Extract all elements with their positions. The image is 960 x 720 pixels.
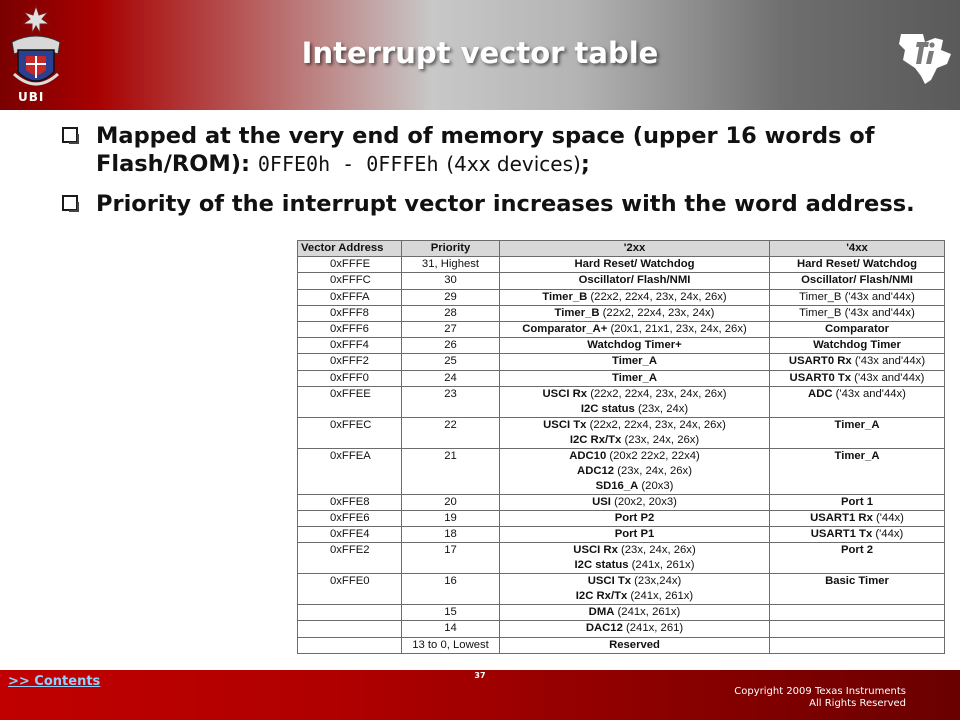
copyright-line-2: All Rights Reserved [809, 698, 906, 709]
bullet-1-address-range: 0FFE0h - 0FFFEh [257, 152, 439, 176]
cell-source-bold: ADC10 [569, 449, 607, 462]
cell-source-bold: Comparator [824, 322, 890, 335]
cell-source-note: (22x2, 22x4, 23x, 24x) [599, 306, 715, 319]
source-4xx-cell [770, 289, 945, 305]
source-4xx-cell [770, 605, 945, 621]
cell-source-bold: USART0 Tx [789, 371, 852, 384]
cell-line [773, 322, 941, 337]
source-4xx-cell [770, 417, 945, 448]
source-4xx-cell [770, 637, 945, 653]
cell-line [503, 338, 766, 353]
cell-line [503, 290, 766, 305]
cell-source-bold: Port 1 [840, 495, 873, 508]
cell-source-note: ('44x) [872, 511, 904, 524]
vector-address-cell: 0xFFF0 [298, 370, 402, 386]
cell-line [773, 354, 941, 369]
vector-address-cell: 0xFFFA [298, 289, 402, 305]
table-row [298, 338, 945, 354]
table-row [298, 321, 945, 337]
cell-line [503, 479, 766, 494]
cell-line [503, 418, 766, 433]
cell-source-note: (20x2 22x2, 22x4) [606, 449, 700, 462]
cell-source-bold: I2C status [574, 559, 629, 572]
table-row [298, 354, 945, 370]
source-4xx-cell [770, 338, 945, 354]
table-row [298, 574, 945, 605]
cell-source-bold: Timer_A [612, 355, 657, 368]
source-4xx-cell [770, 510, 945, 526]
priority-cell: 30 [402, 273, 500, 289]
priority-cell: 18 [402, 527, 500, 543]
vector-address-cell: 0xFFEA [298, 448, 402, 494]
cell-line [773, 273, 941, 288]
source-2xx-cell [500, 621, 770, 637]
cell-source-bold: I2C Rx/Tx [569, 433, 622, 446]
source-4xx-cell [770, 370, 945, 386]
cell-line [503, 449, 766, 464]
cell-source-bold: Hard Reset/ Watchdog [796, 258, 918, 271]
cell-line [773, 418, 941, 433]
cell-source-bold: I2C status [580, 402, 635, 415]
slide-title: Interrupt vector table [301, 36, 659, 70]
source-4xx-cell [770, 305, 945, 321]
bullet-1-device-note: (4xx devices) [446, 152, 581, 176]
header-vector-address: Vector Address [298, 241, 402, 257]
source-4xx-cell [770, 448, 945, 494]
source-4xx-cell [770, 494, 945, 510]
source-2xx-cell [500, 448, 770, 494]
cell-source-note: ('43x and'44x) [851, 355, 926, 368]
cell-line [503, 306, 766, 321]
priority-cell: 23 [402, 386, 500, 417]
cell-line [773, 495, 941, 510]
cell-source-bold: DAC12 [585, 622, 623, 635]
vector-address-cell: 0xFFE2 [298, 543, 402, 574]
cell-source-note: (23x,24x) [631, 575, 682, 588]
cell-line [503, 527, 766, 542]
source-2xx-cell [500, 527, 770, 543]
vector-address-cell: 0xFFF8 [298, 305, 402, 321]
table-row [298, 637, 945, 653]
cell-source-bold: Timer_B [542, 290, 588, 303]
cell-source-note: Timer_B ('43x and'44x) [799, 290, 915, 303]
cell-source-note: (23x, 24x, 26x) [617, 544, 696, 557]
cell-source-note: (23x, 24x) [634, 402, 689, 415]
cell-line [503, 371, 766, 386]
cell-source-bold: USI [592, 495, 611, 508]
table-row [298, 289, 945, 305]
source-4xx-cell [770, 574, 945, 605]
cell-line [503, 511, 766, 526]
cell-source-bold: USCI Tx [587, 575, 632, 588]
cell-source-note: (22x2, 22x4, 23x, 24x, 26x) [587, 387, 727, 400]
priority-cell: 21 [402, 448, 500, 494]
cell-source-note: (20x3) [638, 479, 674, 492]
cell-line [503, 589, 766, 604]
table-row [298, 543, 945, 574]
table-row [298, 448, 945, 494]
cell-line [503, 621, 766, 636]
cell-line [773, 387, 941, 402]
source-2xx-cell [500, 289, 770, 305]
bullet-1-bold: Mapped at the very end of memory space (upper 16 words of Flash/ROM): [96, 123, 875, 177]
cell-line [503, 273, 766, 288]
priority-cell: 22 [402, 417, 500, 448]
cell-line [503, 543, 766, 558]
cell-line [503, 638, 766, 653]
cell-line [503, 574, 766, 589]
bullet-priority [62, 190, 942, 218]
cell-source-note: (241x, 261x) [628, 559, 695, 572]
copyright-notice [640, 686, 906, 710]
vector-address-cell: 0xFFE6 [298, 510, 402, 526]
table-row [298, 386, 945, 417]
priority-cell: 19 [402, 510, 500, 526]
priority-cell: 29 [402, 289, 500, 305]
vector-address-cell: 0xFFE0 [298, 574, 402, 605]
table-row [298, 370, 945, 386]
cell-source-note: Timer_B ('43x and'44x) [799, 306, 915, 319]
cell-source-bold: ADC [808, 387, 833, 400]
cell-source-note: (241x, 261) [622, 622, 684, 635]
cell-source-note: (241x, 261x) [614, 606, 681, 619]
source-4xx-cell [770, 527, 945, 543]
texas-instruments-logo-icon [895, 28, 957, 88]
cell-line [773, 574, 941, 589]
cell-source-bold: USCI Rx [542, 387, 588, 400]
vector-address-cell: 0xFFFE [298, 257, 402, 273]
cell-source-bold: Watchdog Timer+ [587, 339, 682, 352]
cell-line [773, 449, 941, 464]
cell-line [773, 338, 941, 353]
cell-source-bold: USCI Tx [543, 418, 587, 431]
cell-line [773, 290, 941, 305]
source-2xx-cell [500, 257, 770, 273]
cell-source-note: ('44x) [872, 528, 904, 541]
bullet-2-text: Priority of the interrupt vector increases with the word address. [96, 191, 915, 217]
cell-source-bold: Reserved [609, 638, 660, 651]
source-2xx-cell [500, 305, 770, 321]
vector-address-cell [298, 605, 402, 621]
table-row [298, 605, 945, 621]
priority-cell: 16 [402, 574, 500, 605]
priority-cell: 15 [402, 605, 500, 621]
source-2xx-cell [500, 321, 770, 337]
cell-source-note: (23x, 24x, 26x) [614, 464, 692, 477]
cell-source-note: ('43x and'44x) [832, 387, 906, 400]
source-2xx-cell [500, 494, 770, 510]
vector-address-cell: 0xFFE4 [298, 527, 402, 543]
cell-source-bold: DMA [588, 606, 615, 619]
cell-source-bold: USART1 Rx [810, 511, 873, 524]
copyright-line-1: Copyright 2009 Texas Instruments [734, 686, 906, 697]
source-2xx-cell [500, 370, 770, 386]
cell-source-bold: Port P2 [614, 511, 655, 524]
cell-source-note: (22x2, 22x4, 23x, 24x, 26x) [586, 418, 726, 431]
priority-cell: 17 [402, 543, 500, 574]
vector-address-cell [298, 621, 402, 637]
cell-line [503, 257, 766, 272]
cell-line [503, 605, 766, 620]
priority-cell: 26 [402, 338, 500, 354]
source-2xx-cell [500, 637, 770, 653]
cell-source-bold: Timer_A [834, 449, 880, 462]
vector-address-cell: 0xFFF6 [298, 321, 402, 337]
source-4xx-cell [770, 621, 945, 637]
source-2xx-cell [500, 354, 770, 370]
cell-source-bold: Timer_A [612, 371, 657, 384]
cell-source-bold: Port 2 [840, 544, 873, 557]
cell-line [773, 306, 941, 321]
table-row [298, 494, 945, 510]
priority-cell: 14 [402, 621, 500, 637]
cell-source-note: ('43x and'44x) [851, 371, 925, 384]
cell-source-note: (20x2, 20x3) [610, 495, 677, 508]
priority-cell: 20 [402, 494, 500, 510]
table-row [298, 510, 945, 526]
cell-source-bold: Oscillator/ Flash/NMI [801, 274, 913, 287]
table-row [298, 417, 945, 448]
cell-line [773, 543, 941, 558]
source-4xx-cell [770, 354, 945, 370]
cell-line [773, 527, 941, 542]
table-row [298, 273, 945, 289]
cell-source-bold: Hard Reset/ Watchdog [574, 258, 695, 271]
cell-line [503, 387, 766, 402]
cell-source-bold: SD16_A [595, 479, 639, 492]
cell-line [773, 371, 941, 386]
table-row [298, 621, 945, 637]
cell-source-bold: Timer_A [834, 418, 880, 431]
cell-line [503, 402, 766, 417]
vector-address-cell: 0xFFF4 [298, 338, 402, 354]
priority-cell: 27 [402, 321, 500, 337]
square-bullet-icon [62, 195, 78, 211]
cell-source-bold: I2C Rx/Tx [575, 590, 628, 603]
source-2xx-cell [500, 574, 770, 605]
priority-cell: 31, Highest [402, 257, 500, 273]
table-row [298, 527, 945, 543]
cell-line [503, 558, 766, 573]
priority-cell: 25 [402, 354, 500, 370]
source-2xx-cell [500, 338, 770, 354]
source-4xx-cell [770, 257, 945, 273]
header-4xx: '4xx [770, 241, 945, 257]
cell-line [503, 433, 766, 448]
source-2xx-cell [500, 273, 770, 289]
header-priority: Priority [402, 241, 500, 257]
cell-source-bold: Watchdog Timer [813, 339, 901, 352]
priority-cell: 13 to 0, Lowest [402, 637, 500, 653]
cell-line [503, 464, 766, 479]
bullet-1-end: ; [580, 151, 590, 177]
cell-line [773, 511, 941, 526]
cell-source-note: (20x1, 21x1, 23x, 24x, 26x) [607, 322, 747, 335]
source-4xx-cell [770, 543, 945, 574]
cell-source-bold: ADC12 [577, 464, 615, 477]
cell-source-bold: Oscillator/ Flash/NMI [578, 274, 691, 287]
square-bullet-icon [62, 127, 78, 143]
source-2xx-cell [500, 386, 770, 417]
cell-source-bold: USART1 Tx [810, 528, 873, 541]
cell-source-bold: Timer_B [554, 306, 600, 319]
bullet-memory-mapping [62, 122, 942, 178]
priority-cell: 24 [402, 370, 500, 386]
cell-source-note: (23x, 24x, 26x) [621, 433, 700, 446]
source-4xx-cell [770, 273, 945, 289]
cell-line [773, 257, 941, 272]
vector-address-cell: 0xFFFC [298, 273, 402, 289]
vector-address-cell: 0xFFF2 [298, 354, 402, 370]
cell-source-bold: Basic Timer [825, 575, 889, 588]
vector-address-cell: 0xFFEC [298, 417, 402, 448]
source-2xx-cell [500, 543, 770, 574]
cell-source-bold: Port P1 [614, 528, 655, 541]
vector-address-cell [298, 637, 402, 653]
cell-line [503, 354, 766, 369]
source-2xx-cell [500, 510, 770, 526]
cell-source-bold: Comparator_A+ [522, 322, 608, 335]
source-2xx-cell [500, 417, 770, 448]
cell-source-note: (241x, 261x) [627, 590, 694, 603]
table-body [298, 257, 945, 654]
table-header-row [298, 241, 945, 257]
cell-line [503, 495, 766, 510]
table-row [298, 257, 945, 273]
table-row [298, 305, 945, 321]
source-4xx-cell [770, 386, 945, 417]
source-4xx-cell [770, 321, 945, 337]
interrupt-vector-table [297, 240, 944, 654]
vector-address-cell: 0xFFEE [298, 386, 402, 417]
cell-line [503, 322, 766, 337]
cell-source-bold: USART0 Rx [788, 355, 852, 368]
vector-address-cell: 0xFFE8 [298, 494, 402, 510]
header-2xx: '2xx [500, 241, 770, 257]
page-number: 37 [474, 671, 486, 680]
cell-source-note: (22x2, 22x4, 23x, 24x, 26x) [587, 290, 727, 303]
cell-source-bold: USCI Rx [573, 544, 618, 557]
contents-link[interactable]: >> Contents [8, 674, 101, 689]
source-2xx-cell [500, 605, 770, 621]
priority-cell: 28 [402, 305, 500, 321]
ubi-label: UBI [18, 90, 45, 104]
